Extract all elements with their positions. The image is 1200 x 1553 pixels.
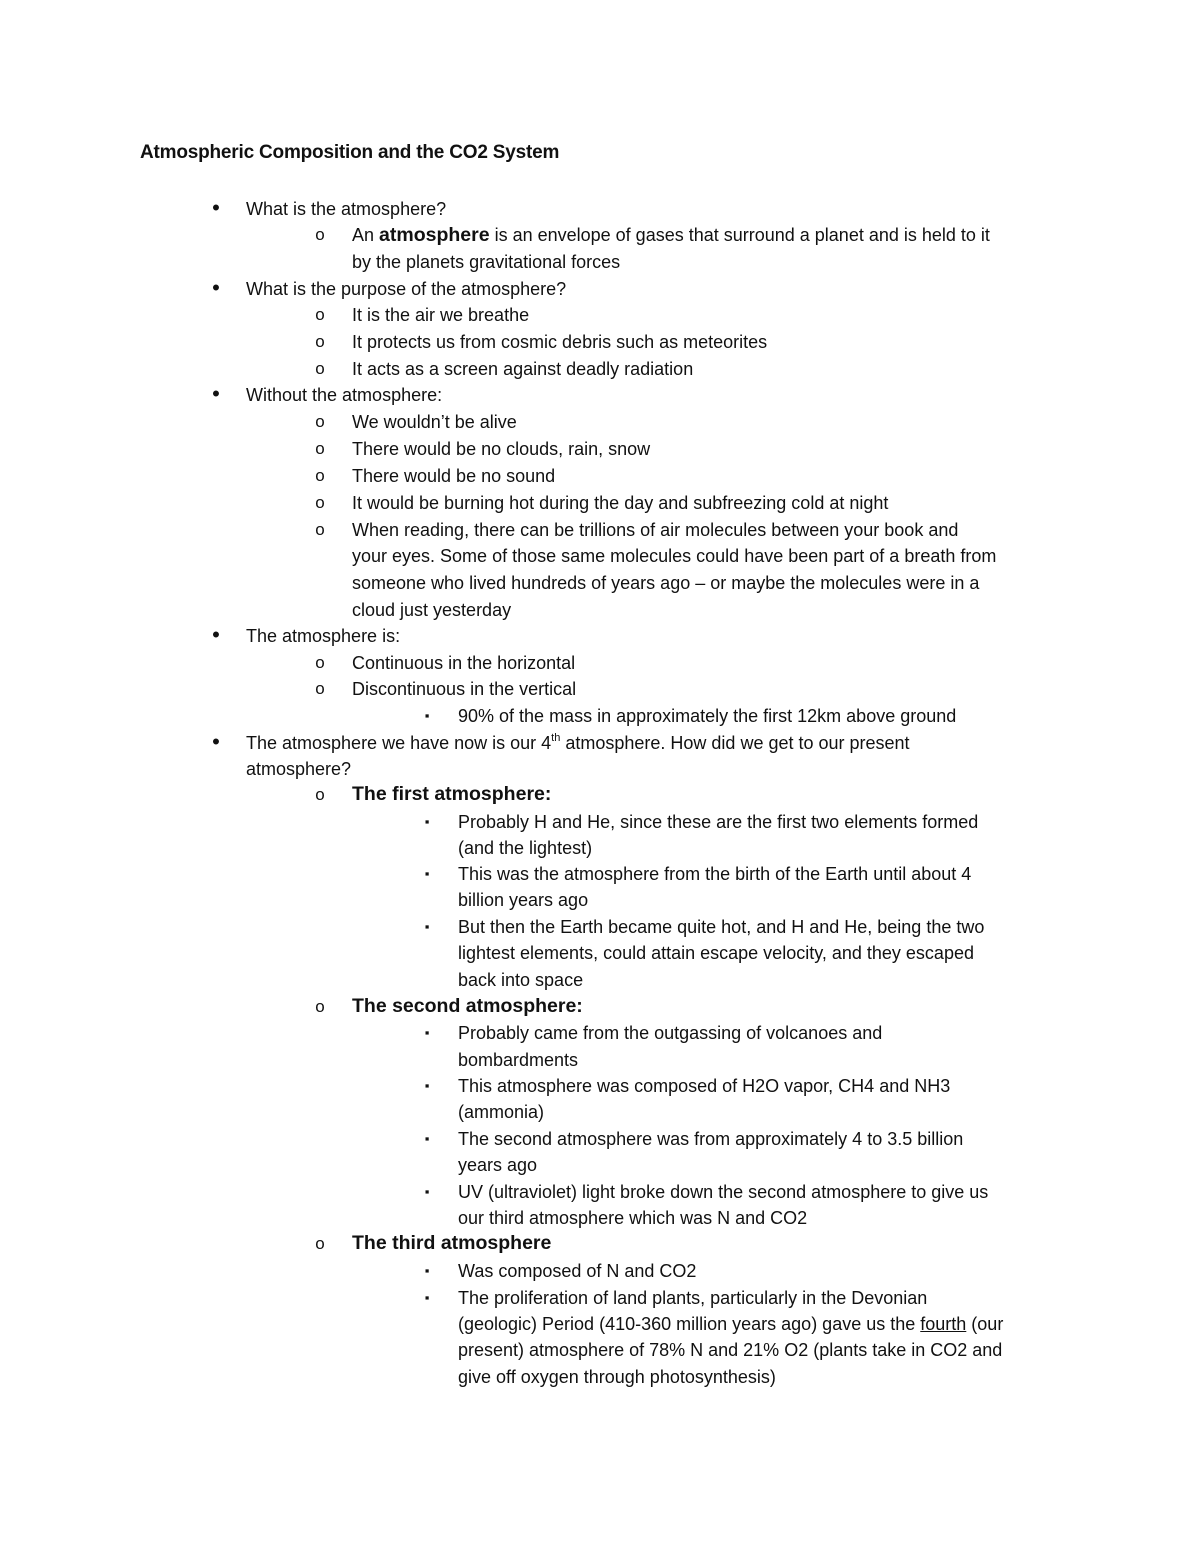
bullet-marker: • [212,195,220,220]
sub-list-item-continuation: (ammonia) [458,1102,545,1122]
sub-list-item-continuation: back into space [458,970,584,990]
circle-marker: o [315,466,325,485]
circle-marker: o [315,785,325,804]
circle-marker: o [315,1234,325,1253]
list-item: There would be no clouds, rain, snow [352,439,651,459]
q5-superscript: th [551,732,561,744]
second-atmosphere-heading: The second atmosphere: [352,995,583,1017]
square-marker: ▪ [424,1131,430,1146]
square-marker: ▪ [424,1263,430,1278]
square-marker: ▪ [424,1078,430,1093]
list-item-long-line: someone who lived hundreds of years ago – or maybe the molecules were in a [352,573,980,593]
circle-marker: o [315,653,325,672]
sub-list-item-continuation: our third atmosphere which was N and CO2 [458,1208,808,1228]
circle-marker: o [315,332,325,351]
list-item-long-line: When reading, there can be trillions of air molecules between your book and [352,520,959,540]
sub-list-item: This was the atmosphere from the birth of the Earth until about 4 [458,864,972,884]
circle-marker: o [315,439,325,458]
circle-marker: o [315,412,325,431]
sub-list-item: Probably came from the outgassing of volcanoes and [458,1023,883,1043]
list-item: We wouldn’t be alive [352,412,517,432]
list-item-long-line: your eyes. Some of those same molecules could have been part of a breath from [352,546,997,566]
sub-list-item-continuation [458,1311,1003,1337]
q5-suffix: atmosphere. How did we get to our present [560,733,910,753]
sub-list-item: The proliferation of land plants, particularly in the Devonian [458,1288,928,1308]
definition-line [352,222,990,248]
sub-list-item-continuation: billion years ago [458,890,589,910]
circle-marker: o [315,493,325,512]
sub-list-item: 90% of the mass in approximately the first 12km above ground [458,706,957,726]
square-marker: ▪ [424,1025,430,1040]
list-item: It would be burning hot during the day and subfreezing cold at night [352,493,889,513]
list-item-long-line: cloud just yesterday [352,600,512,620]
sub-list-item-continuation: years ago [458,1155,538,1175]
bullet-marker: • [212,381,220,406]
square-marker: ▪ [424,708,430,723]
definition-rest: is an envelope of gases that surround a planet and is held to it [489,225,990,245]
sub-list-item: But then the Earth became quite hot, and H and He, being the two [458,917,985,937]
circle-marker: o [315,305,325,324]
sub-list-item-continuation: present) atmosphere of 78% N and 21% O2 (plants take in CO2 and [458,1340,1003,1360]
fourth-prefix: (geologic) Period (410-360 million years ago) gave us the [458,1314,921,1334]
sub-list-item-continuation: bombardments [458,1050,579,1070]
question-atmosphere-is: The atmosphere is: [246,626,401,646]
sub-list-item: Was composed of N and CO2 [458,1261,697,1281]
sub-list-item-continuation: (and the lightest) [458,838,593,858]
definition-continuation: by the planets gravitational forces [352,252,621,272]
bullet-marker: • [212,729,220,754]
list-item: It acts as a screen against deadly radiation [352,359,694,379]
square-marker: ▪ [424,1290,430,1305]
square-marker: ▪ [424,919,430,934]
list-item: There would be no sound [352,466,556,486]
fourth-underlined: fourth [920,1314,967,1334]
square-marker: ▪ [424,814,430,829]
circle-marker: o [315,225,325,244]
sub-list-item: Probably H and He, since these are the first two elements formed [458,812,979,832]
question-fourth-atmosphere [246,730,910,756]
question-what-is-atmosphere: What is the atmosphere? [246,199,447,219]
definition-term: atmosphere [379,224,490,246]
q5-prefix: The atmosphere we have now is our 4 [246,733,552,753]
third-atmosphere-heading: The third atmosphere [352,1232,552,1254]
sub-list-item: This atmosphere was composed of H2O vapor, CH4 and NH3 [458,1076,951,1096]
circle-marker: o [315,359,325,378]
circle-marker: o [315,679,325,698]
circle-marker: o [315,520,325,539]
question-continuation: atmosphere? [246,759,352,779]
document-title: Atmospheric Composition and the CO2 System [140,142,560,163]
sub-list-item-continuation: lightest elements, could attain escape velocity, and they escaped [458,943,974,963]
list-item: It protects us from cosmic debris such as meteorites [352,332,768,352]
list-item: It is the air we breathe [352,305,530,325]
list-item: Discontinuous in the vertical [352,679,577,699]
first-atmosphere-heading: The first atmosphere: [352,783,552,805]
sub-list-item: UV (ultraviolet) light broke down the second atmosphere to give us [458,1182,989,1202]
definition-prefix: An [352,225,380,245]
list-item: Continuous in the horizontal [352,653,576,673]
bullet-marker: • [212,275,220,300]
bullet-marker: • [212,622,220,647]
fourth-suffix: (our [966,1314,1004,1334]
circle-marker: o [315,997,325,1016]
question-purpose: What is the purpose of the atmosphere? [246,279,567,299]
question-without-atmosphere: Without the atmosphere: [246,385,443,405]
square-marker: ▪ [424,866,430,881]
square-marker: ▪ [424,1184,430,1199]
sub-list-item-continuation: give off oxygen through photosynthesis) [458,1367,776,1387]
sub-list-item: The second atmosphere was from approximately 4 to 3.5 billion [458,1129,964,1149]
